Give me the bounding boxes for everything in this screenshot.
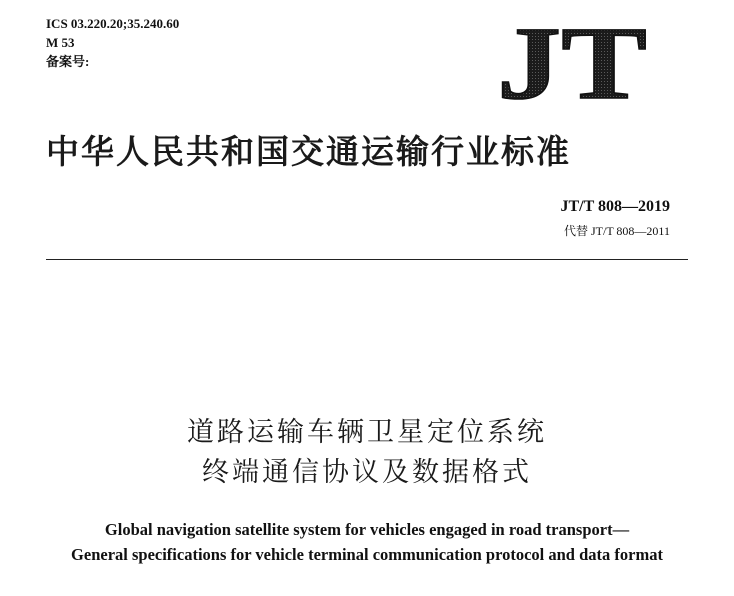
jt-logo-text: JT [497, 14, 647, 114]
filing-number-label: 备案号: [46, 54, 90, 69]
classification-code: M 53 [46, 35, 75, 50]
chinese-title-line-1: 道路运输车辆卫星定位系统 [187, 417, 547, 448]
standard-number: JT/T 808—2019 [560, 198, 670, 215]
english-title-line-1: Global navigation satellite system for vehicles engaged in road transport— [104, 520, 630, 539]
english-title-line-2: General specifications for vehicle terminal communication protocol and data format [71, 545, 663, 564]
jt-logo [492, 14, 652, 114]
replaced-standard: 代替 JT/T 808—2011 [563, 224, 670, 238]
industry-standard-title: 中华人民共和国交通运输行业标准 [46, 132, 571, 171]
ics-code: ICS 03.220.20;35.240.60 [46, 16, 180, 31]
header-divider [46, 259, 688, 260]
chinese-title-line-2: 终端通信协议及数据格式 [202, 457, 532, 488]
standard-meta [46, 14, 179, 71]
